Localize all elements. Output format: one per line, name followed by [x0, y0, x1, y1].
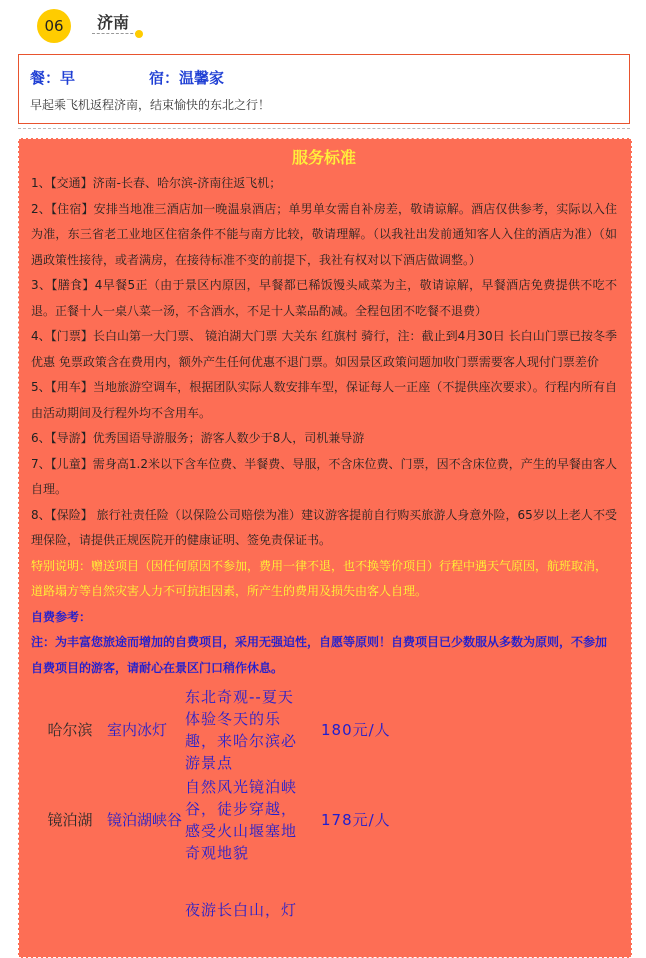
service-item-insurance: 8、【保险】 旅行社责任险（以保险公司赔偿为准）建议游客提前自行购买旅游人身意外险，65岁以上老人不受理保险，请提供正规医院开的健康证明、签免责保证书。	[31, 507, 617, 547]
section-divider	[18, 128, 630, 129]
day-number-badge: 06	[37, 9, 71, 43]
self-pay-title: 自费参考：	[31, 609, 92, 624]
self-pay-city: 哈尔滨	[47, 721, 93, 739]
service-item-tickets: 4、【门票】长白山第一大门票、 镜泊湖大门票 大关东 红旗村 骑行，注：截止到4月30日 长白山门票已按冬季优惠 免票政策含在费用内，额外产生任何优惠不退门票。如因景区政策问题加收门票需要客人现付门票差价	[31, 329, 617, 369]
service-item-transport: 1、【交通】济南-长春、哈尔滨-济南往返飞机；	[31, 176, 282, 190]
service-item-guide: 6、【导游】优秀国语导游服务；游客人数少于8人，司机兼导游	[31, 431, 365, 445]
day-itinerary-box	[18, 54, 630, 124]
self-pay-price: 178元/人	[321, 811, 391, 829]
service-item-meals: 3、【膳食】4早餐5正（由于景区内原因，早餐都已稀饭馒头咸菜为主，敬请谅解，早餐酒店免费提供不吃不退。正餐十人一桌八菜一汤，不含酒水，不足十人菜品酌减。全程包团不吃餐不退费）	[31, 278, 617, 318]
service-standard-panel	[18, 138, 632, 958]
self-pay-desc: 夜游长白山，灯	[185, 901, 298, 919]
stay-label: 宿：温馨家	[149, 69, 225, 87]
day-city-title: 济南	[97, 13, 130, 32]
self-pay-spot: 室内冰灯	[107, 721, 168, 739]
underline-dot-icon	[135, 30, 143, 38]
self-pay-table	[47, 685, 401, 955]
special-note: 特别说明：赠送项目（因任何原因不参加，费用一律不退，也不换等价项目）行程中遇天气原因，航班取消，道路塌方等自然灾害人力不可抗拒因素，所产生的费用及损失由客人自理。	[31, 558, 608, 598]
service-item-vehicle: 5、【用车】当地旅游空调车，根据团队实际人数安排车型，保证每人一正座（不提供座次要求）。行程内所有自由活动期间及行程外均不含用车。	[31, 380, 617, 420]
self-pay-city: 镜泊湖	[47, 811, 93, 829]
self-pay-desc: 自然风光镜泊峡谷，徒步穿越，感受火山堰塞地奇观地貌	[185, 778, 298, 862]
meal-label: 餐：早	[30, 69, 76, 87]
self-pay-desc: 东北奇观--夏天体验冬天的乐趣，来哈尔滨必游景点	[185, 688, 298, 772]
table-row	[47, 775, 401, 865]
title-underline	[92, 33, 138, 34]
table-row	[47, 685, 401, 775]
service-title: 服务标准	[291, 148, 356, 167]
self-pay-note: 注：为丰富您旅途而增加的自费项目，采用无强迫性，自愿等原则！自费项目已少数服从多数为原则，不参加自费项目的游客，请耐心在景区门口稍作休息。	[31, 635, 608, 675]
self-pay-spot: 镜泊湖峡谷	[107, 811, 183, 829]
day-description: 早起乘飞机返程济南，结束愉快的东北之行！	[30, 98, 271, 112]
service-item-children: 7、【儿童】需身高1.2米以下含车位费、半餐费、导服，不含床位费、门票，因不含床位费，产生的早餐由客人自理。	[31, 456, 617, 496]
meal-stay-line	[30, 67, 224, 88]
day-header	[0, 0, 646, 50]
self-pay-price: 180元/人	[321, 721, 391, 739]
service-item-lodging: 2、【住宿】安排当地准三酒店加一晚温泉酒店；单男单女需自补房差，敬请谅解。酒店仅供参考，实际以入住为准，东三省老工业地区住宿条件不能与南方比较，敬请理解。（以我社出发前通知客人入住的酒店为准）（如遇政策性接待，或者满房，在接待标准不变的前提下，我社有权对以下酒店做调整。）	[31, 201, 617, 267]
